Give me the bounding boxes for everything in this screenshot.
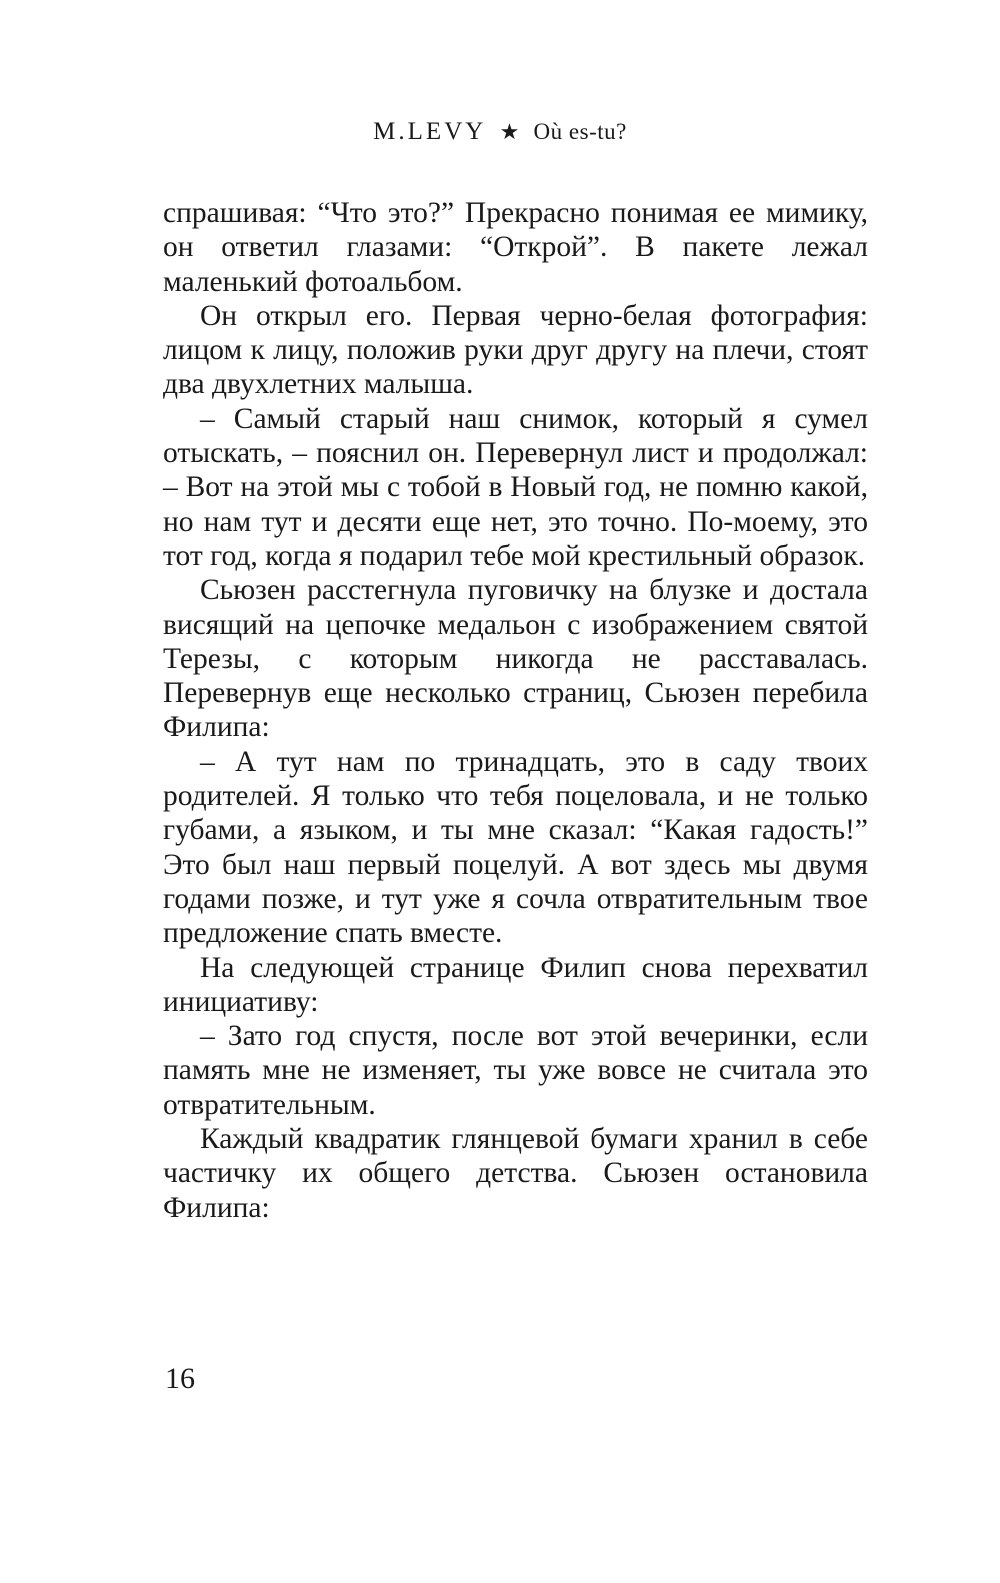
paragraph-4: Сьюзен расстегнула пуговичку на блузке и достала висящий на цепочке медальон с изображением святой Терезы, с которым никогда не расставалась. Перевернув еще несколько страниц, Сьюзен перебила Филипа:: [163, 574, 868, 744]
header-book-title: Où es-tu?: [533, 119, 627, 144]
paragraph-6: На следующей странице Филип снова перехватил инициативу:: [163, 951, 868, 1018]
running-header: [0, 118, 1000, 146]
paragraph-3: – Самый старый наш снимок, который я сумел отыскать, – пояснил он. Перевернул лист и продолжал: – Вот на этой мы с тобой в Новый год, не помню какой, но нам тут и десяти еще нет, это точно. По-моему, это тот год, когда я подарил тебе мой крестильный образок.: [163, 402, 868, 572]
body-text: [163, 196, 868, 1225]
paragraph-8: Каждый квадратик глянцевой бумаги хранил в себе частичку их общего детства. Сьюзен остановила Филипа:: [163, 1123, 868, 1224]
paragraph-7: – Зато год спустя, после вот этой вечеринки, если память мне не изменяет, ты уже вовсе не считала это отвратительным.: [163, 1020, 868, 1121]
paragraph-1: спрашивая: “Что это?” Прекрасно понимая ее мимику, он ответил глазами: “Открой”. В пакете лежал маленький фотоальбом.: [163, 197, 868, 298]
paragraph-2: Он открыл его. Первая черно-белая фотография: лицом к лицу, положив руки друг другу на плечи, стоят два двухлетних малыша.: [163, 299, 868, 401]
header-author: M.LEVY: [373, 118, 487, 145]
star-icon: ★: [499, 119, 521, 144]
paragraph-5: – А тут нам по тринадцать, это в саду твоих родителей. Я только что тебя поцеловала, и не только губами, а языком, и ты мне сказал: “Какая гадость!” Это был наш первый поцелуй. А вот здесь мы двумя годами позже, и тут уже я сочла отвратительным твое предложение спать вместе.: [163, 745, 868, 950]
page-number: 16: [165, 1362, 195, 1395]
